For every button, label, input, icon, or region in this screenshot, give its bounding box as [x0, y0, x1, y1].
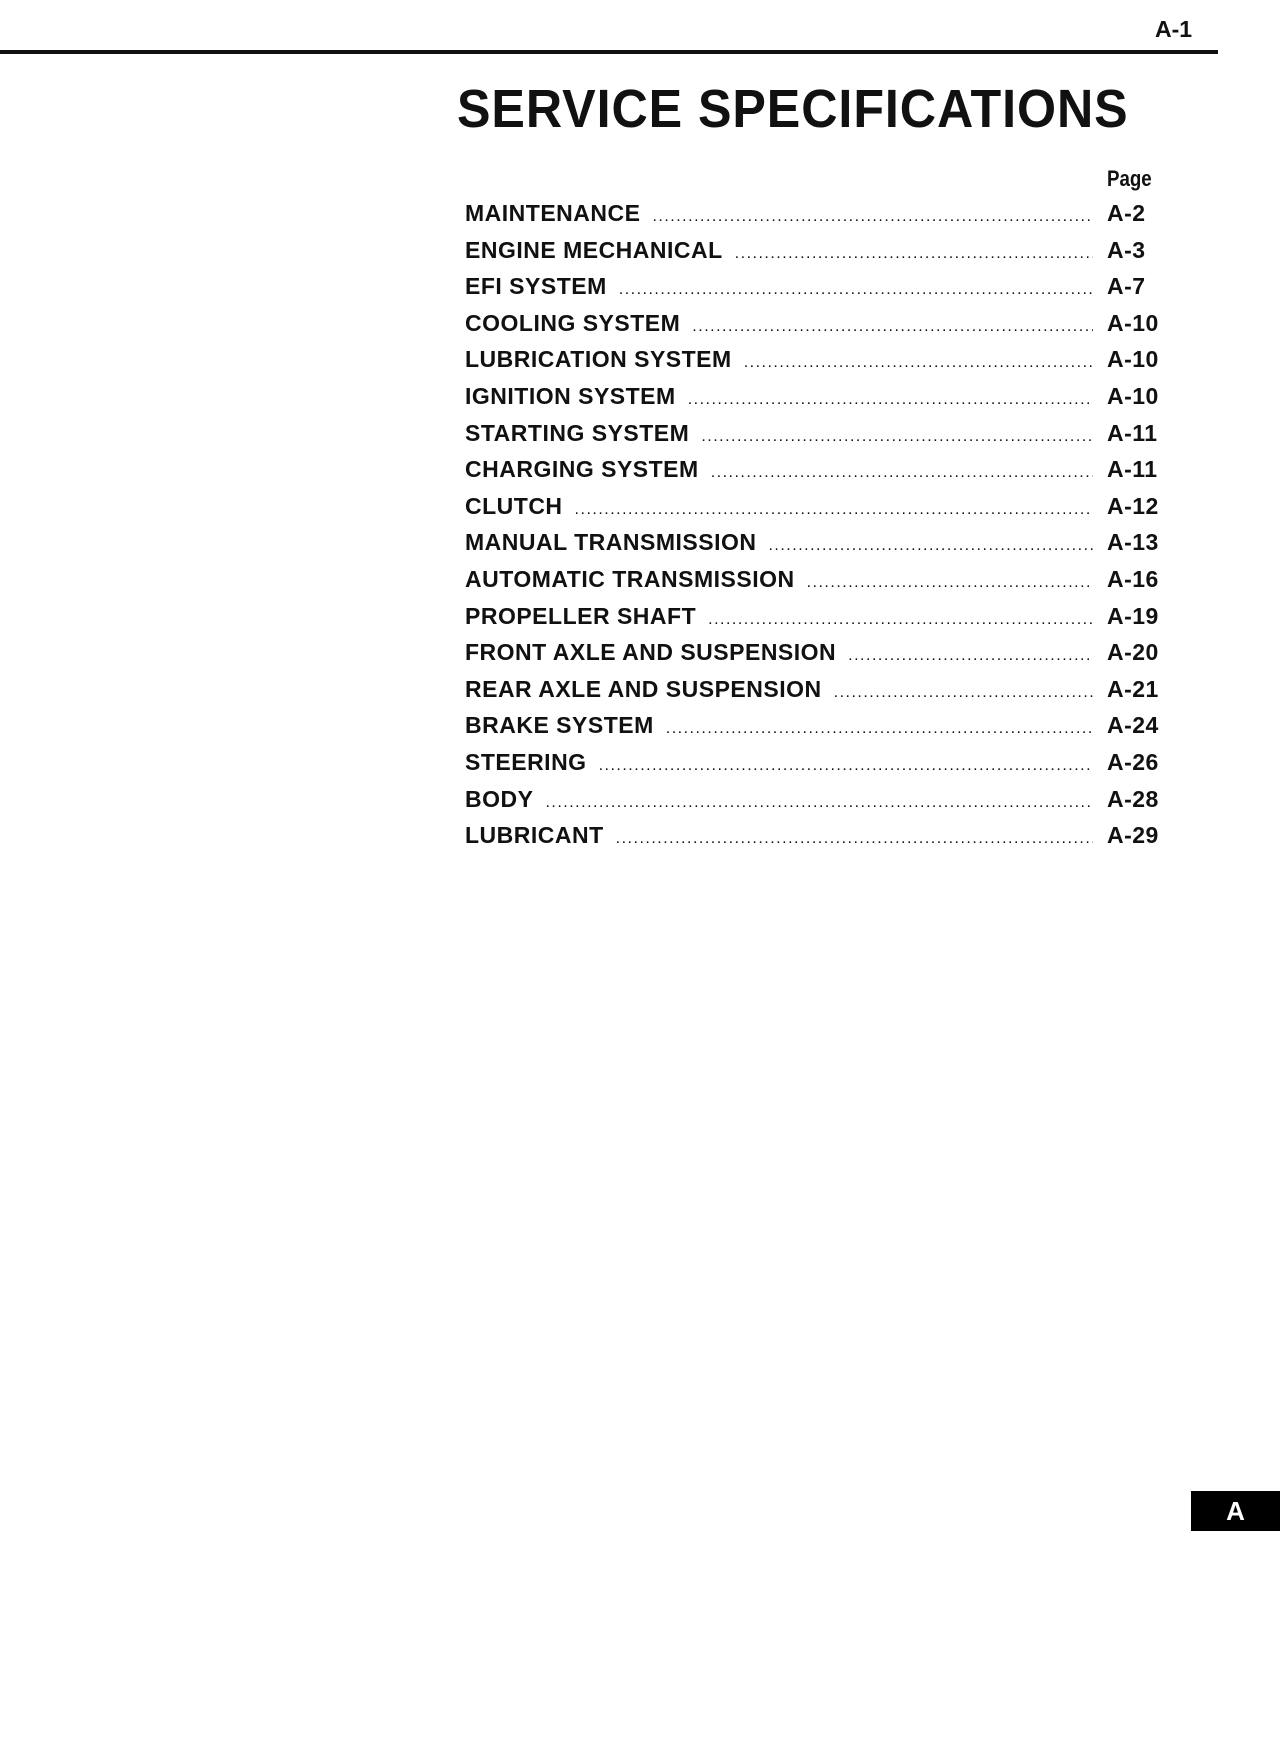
- section-tab: A: [1191, 1491, 1280, 1531]
- toc-entry-label: FRONT AXLE AND SUSPENSION: [465, 639, 837, 666]
- toc-entry-label: BRAKE SYSTEM: [465, 712, 654, 739]
- toc-entry[interactable]: [465, 420, 1165, 457]
- toc-entry[interactable]: [465, 200, 1165, 237]
- leader-dots: [807, 574, 1093, 592]
- toc-entry[interactable]: [465, 822, 1165, 859]
- toc-entry-page: A-10: [1107, 382, 1159, 409]
- toc-entry-label: REAR AXLE AND SUSPENSION: [465, 675, 822, 702]
- leader-dots: [619, 281, 1093, 299]
- toc-entry-page: A-29: [1107, 822, 1159, 849]
- toc-entry-page: A-11: [1107, 456, 1158, 483]
- toc-entry-page: A-11: [1107, 419, 1158, 446]
- leader-dots: [688, 391, 1093, 409]
- toc-entry-label: STARTING SYSTEM: [465, 419, 690, 446]
- leader-dots: [599, 757, 1093, 775]
- toc-entry[interactable]: [465, 566, 1165, 603]
- toc-entry-page: A-19: [1107, 602, 1159, 629]
- toc-entry[interactable]: [465, 237, 1165, 274]
- toc-entry[interactable]: [465, 676, 1165, 713]
- toc-entry-label: STEERING: [465, 748, 587, 775]
- toc-entry-page: A-24: [1107, 712, 1159, 739]
- leader-dots: [735, 245, 1093, 263]
- toc-entry[interactable]: [465, 786, 1165, 823]
- toc-entry[interactable]: [465, 603, 1165, 640]
- page-column-label: Page: [1107, 166, 1152, 191]
- leader-dots: [744, 354, 1093, 372]
- toc-entry-page: A-20: [1107, 639, 1159, 666]
- toc-entry[interactable]: [465, 493, 1165, 530]
- toc-entry[interactable]: [465, 529, 1165, 566]
- toc-entry[interactable]: [465, 749, 1165, 786]
- toc-entry-page: A-13: [1107, 529, 1159, 556]
- toc-entry-label: LUBRICATION SYSTEM: [465, 346, 732, 373]
- toc-entry[interactable]: [465, 712, 1165, 749]
- page-number: A-1: [1155, 16, 1193, 42]
- leader-dots: [708, 611, 1093, 629]
- leader-dots: [666, 720, 1093, 738]
- leader-dots: [616, 830, 1093, 848]
- page-title: SERVICE SPECIFICATIONS: [457, 79, 1129, 139]
- toc-entry[interactable]: [465, 346, 1165, 383]
- leader-dots: [545, 794, 1093, 812]
- toc-entry[interactable]: [465, 456, 1165, 493]
- toc-entry-label: BODY: [465, 785, 534, 812]
- toc-entry[interactable]: [465, 310, 1165, 347]
- toc-entry-label: MAINTENANCE: [465, 200, 641, 226]
- toc-entry[interactable]: [465, 383, 1165, 420]
- toc-entry-page: A-10: [1107, 309, 1159, 336]
- leader-dots: [692, 318, 1093, 336]
- toc-entry-label: COOLING SYSTEM: [465, 309, 681, 336]
- leader-dots: [652, 208, 1093, 226]
- leader-dots: [768, 537, 1093, 555]
- leader-dots: [575, 501, 1093, 519]
- header-rule: [0, 50, 1218, 54]
- toc-entry-page: A-16: [1107, 565, 1159, 592]
- toc-entry-label: CHARGING SYSTEM: [465, 456, 699, 483]
- toc-entry-label: IGNITION SYSTEM: [465, 382, 676, 409]
- table-of-contents: [465, 200, 1165, 859]
- toc-entry-page: A-7: [1107, 273, 1146, 300]
- toc-entry-label: EFI SYSTEM: [465, 273, 607, 300]
- leader-dots: [834, 684, 1093, 702]
- toc-entry-page: A-3: [1107, 236, 1146, 263]
- toc-entry[interactable]: [465, 639, 1165, 676]
- leader-dots: [848, 647, 1093, 665]
- leader-dots: [701, 428, 1093, 446]
- leader-dots: [711, 464, 1093, 482]
- toc-entry-page: A-10: [1107, 346, 1159, 373]
- toc-entry-page: A-21: [1107, 675, 1159, 702]
- toc-entry-page: A-28: [1107, 785, 1159, 812]
- toc-entry-label: LUBRICANT: [465, 822, 604, 849]
- toc-entry[interactable]: [465, 273, 1165, 310]
- toc-entry-label: PROPELLER SHAFT: [465, 602, 697, 629]
- toc-entry-page: A-2: [1107, 200, 1146, 226]
- toc-entry-label: ENGINE MECHANICAL: [465, 236, 723, 263]
- toc-entry-label: CLUTCH: [465, 492, 563, 519]
- toc-entry-page: A-12: [1107, 492, 1159, 519]
- toc-entry-label: MANUAL TRANSMISSION: [465, 529, 757, 556]
- toc-entry-page: A-26: [1107, 748, 1159, 775]
- toc-entry-label: AUTOMATIC TRANSMISSION: [465, 565, 795, 592]
